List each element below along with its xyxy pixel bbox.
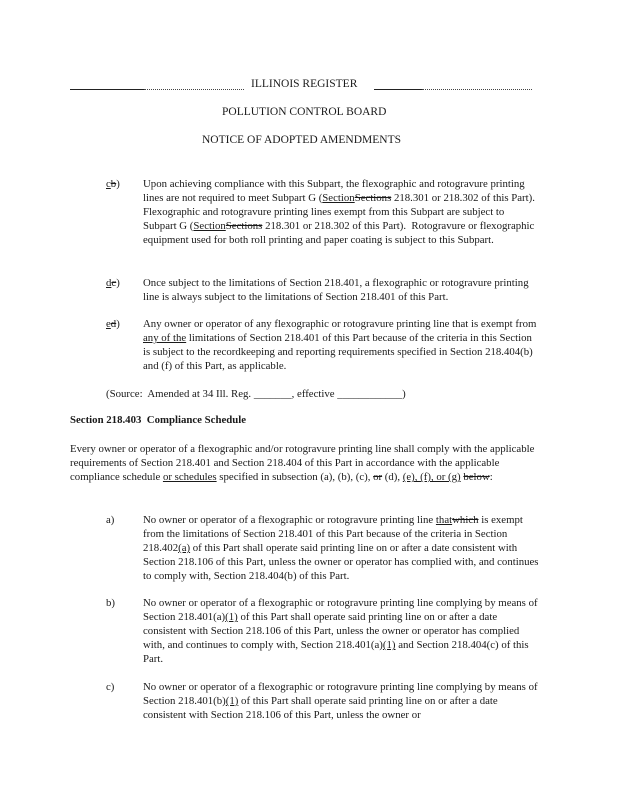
item-b: No owner or operator of a flexographic or rotogravure printing line complying by means of Section 218.401(a)(1) of this Part shall operate said printing line on or after a date consistent with Section 218.106 of this Part, unless the owner or operator has complied with, and continues to comply with, Section 218.401(a)(1) and Section 218.404(c) of this Part.	[143, 597, 541, 666]
item-marker-c: c)	[106, 681, 115, 693]
source-note: (Source: Amended at 34 Ill. Reg. _______, effective ____________)	[106, 388, 406, 400]
paragraph-marker-dc: dc)	[106, 277, 120, 289]
header-dots-left	[144, 89, 244, 90]
item-a: No owner or operator of a flexographic or rotogravure printing line thatwhich is exempt from the limitations of Section 218.401 of this Part because of the criteria in Section 218.402(a) of this Part shall operate said printing line on or after a date consistent with Section 218.106 of this Part, unless the owner or operator has complied with, and continues to comply with, Section 218.404(b) of this Part.	[143, 514, 542, 583]
notice-title: NOTICE OF ADOPTED AMENDMENTS	[202, 134, 402, 146]
register-title: ILLINOIS REGISTER	[251, 78, 358, 90]
item-marker-b: b)	[106, 597, 115, 609]
paragraph-cb: Upon achieving compliance with this Subpart, the flexographic and rotogravure printing lines are not required to meet Subpart G (SectionSections 218.301 or 218.302 of this Part). Flexographic and rotogravure printing lines exempt from this Subpart are subject to Subpart G (SectionSections 218.301 or 218.302 of this Part). Rotogravure or flexographic equipment used for both roll printing and paper coating is subject to this Subpart.	[143, 178, 538, 247]
item-c: No owner or operator of a flexographic or rotogravure printing line complying by means of Section 218.401(b)(1) of this Part shall operate said printing line on or after a date consistent with Section 218.106 of this Part, unless the owner or	[143, 681, 541, 722]
header-rule-left	[70, 89, 144, 90]
header-dots-right	[422, 89, 532, 90]
item-marker-a: a)	[106, 514, 115, 526]
paragraph-marker-cb: cb)	[106, 178, 120, 190]
header-rule-right	[374, 89, 422, 90]
board-title: POLLUTION CONTROL BOARD	[222, 106, 387, 118]
section-heading: Section 218.403 Compliance Schedule	[70, 414, 247, 426]
section-intro: Every owner or operator of a flexographic and/or rotogravure printing line shall comply with the applicable requirements of Section 218.401 and Section 218.404 of this Part in accordance with the applicable compliance schedule or schedules specified in subsection (a), (b), (c), or (d), (e), (f), or (g) below:	[70, 443, 538, 484]
paragraph-dc: Once subject to the limitations of Section 218.401, a flexographic or rotogravure printing line is always subject to the limitations of Section 218.401 of this Part.	[143, 277, 532, 304]
paragraph-ed: Any owner or operator of any flexographic or rotogravure printing line that is exempt from any of the limitations of Section 218.401 of this Part because of the criteria in this Section is subject to the recordkeeping and reporting requirements specified in Section 218.404(b) and (f) of this Part, as applicable.	[143, 318, 540, 373]
paragraph-marker-ed: ed)	[106, 318, 120, 330]
